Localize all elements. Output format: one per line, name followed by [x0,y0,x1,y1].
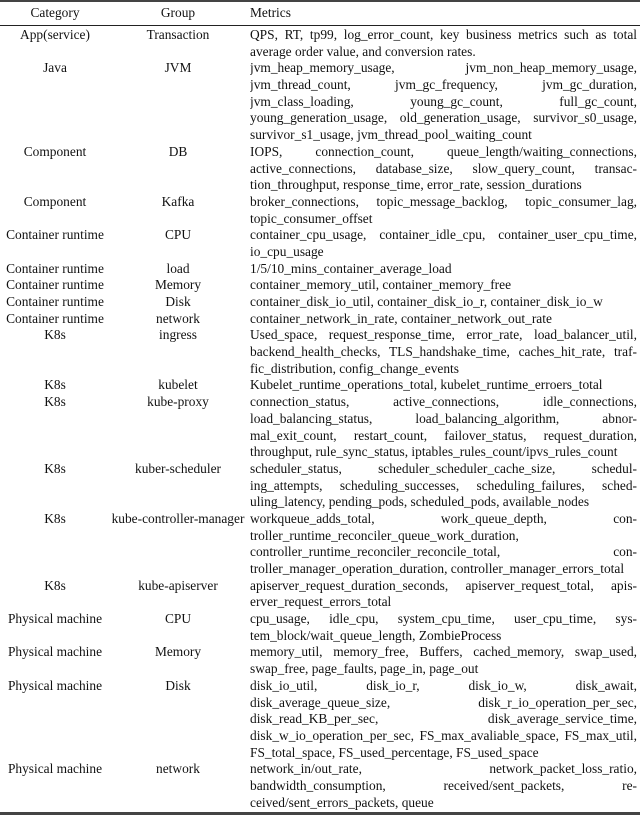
header-category: Category [30,5,80,20]
cell-group: ingress [159,327,197,343]
cell-metrics [250,261,637,278]
cell-group: Transaction [146,27,210,42]
metrics-line: container_disk_io_util, container_disk_io_r, container_disk_io_w [250,294,603,309]
table-row [0,60,640,143]
cell-metrics [250,227,637,260]
header-group: Group [160,5,196,20]
metrics-line: average order value, and conversion rates. [250,43,476,59]
metrics-line: swap_free, page_faults, page_in, page_out [250,661,479,677]
metrics-line: jvm_class_loading, young_gc_count, full_gc_count, [250,93,637,109]
metrics-line: disk_io_util, disk_io_r, disk_io_w, disk_await, [250,677,637,693]
metrics-line: throughput, rule_sync_status, iptables_rules_count/ipvs_rules_count [250,444,618,460]
metrics-line: broker_connections, topic_message_backlog, topic_consumer_lag, [250,193,637,209]
metrics-line: scheduler_status, scheduler_scheduler_cache_size, schedul- [250,460,637,476]
metrics-line: jvm_heap_memory_usage, jvm_non_heap_memory_usage, [250,60,637,76]
metrics-line: workqueue_adds_total, work_queue_depth, con- [250,510,637,526]
cell-category: Component [23,143,87,159]
metrics-line: Used_space, request_response_time, error_rate, load_balancer_util, [250,327,637,343]
metrics-line: topic_consumer_offset [250,210,373,226]
header-rule [0,25,640,26]
metrics-line: ing_attempts, scheduling_successes, scheduling_failures, sched- [250,477,637,493]
cell-metrics [250,461,637,511]
cell-category: Container runtime [6,277,104,293]
cell-group: network [156,310,200,326]
metrics-line: erver_request_errors_total [250,594,392,610]
cell-metrics [250,611,637,644]
table-row [0,678,640,761]
metrics-line: container_memory_util, container_memory_free [250,277,512,293]
cell-category: Physical machine [7,611,103,627]
cell-group: CPU [164,227,192,243]
table-row [0,294,640,311]
metrics-line: apiserver_request_duration_seconds, apiserver_request_total, apis- [250,577,637,593]
metrics-line: survivor_s1_usage, jvm_thread_pool_waiting_count [250,127,532,143]
cell-group: JVM [164,60,192,76]
table-row [0,227,640,260]
metrics-line: IOPS, connection_count, queue_length/waiting_connections, [250,143,637,159]
cell-category: K8s [44,510,66,526]
table-row [0,311,640,328]
metrics-line: disk_average_queue_size, disk_r_io_operation_per_sec, [250,694,637,710]
table-row [0,461,640,511]
cell-group: kube-apiserver [138,577,218,593]
metrics-line: disk_read_KB_per_sec, disk_average_service_time, [250,711,637,727]
metrics-line: young_generation_usage, old_generation_usage, survivor_s0_usage, [250,110,637,126]
metrics-line: ceived/sent_errors_packets, queue [250,794,434,810]
metrics-line: cpu_usage, idle_cpu, system_cpu_time, user_cpu_time, sys- [250,611,637,627]
table-row [0,261,640,278]
cell-category: Physical machine [7,761,103,777]
cell-group: Memory [154,644,202,660]
metrics-line: troller_manager_operation_duration, controller_manager_errors_total [250,561,625,576]
metrics-line: bandwidth_consumption, received/sent_packets, re- [250,777,637,793]
metrics-line: controller_runtime_reconciler_reconcile_total, con- [250,544,637,560]
metrics-line: jvm_thread_count, jvm_gc_frequency, jvm_gc_duration, [250,77,637,93]
cell-category: Physical machine [7,677,103,693]
table-row [0,578,640,611]
cell-metrics [250,311,637,328]
cell-metrics [250,377,637,394]
cell-metrics [250,277,637,294]
cell-metrics [250,144,637,194]
cell-category: K8s [44,577,66,593]
cell-group: Kafka [161,193,195,209]
metrics-line: io_cpu_usage [250,243,324,259]
table-row [0,277,640,294]
table-row [0,27,640,60]
table-row [0,194,640,227]
cell-metrics [250,578,637,611]
table-row [0,644,640,677]
top-rule [0,0,640,2]
metrics-line: container_cpu_usage, container_idle_cpu, container_user_cpu_time, [250,227,637,243]
metrics-line: connection_status, active_connections, idle_connections, [250,394,637,410]
cell-category: Component [23,193,87,209]
metrics-line: troller_runtime_reconciler_queue_work_duration, [250,527,519,543]
cell-category: Java [43,60,67,76]
cell-metrics [250,761,637,811]
table-row [0,761,640,811]
header-metrics: Metrics [250,5,291,20]
metrics-line: disk_w_io_operation_per_sec, FS_max_avaliable_space, FS_max_util, [250,727,637,743]
table-row [0,327,640,377]
metrics-line: memory_util, memory_free, Buffers, cached_memory, swap_used, [250,644,637,660]
table-row [0,144,640,194]
table-row [0,611,640,644]
metrics-line: load_balancing_status, load_balancing_algorithm, abnor- [250,410,637,426]
cell-metrics [250,394,637,461]
table-row [0,377,640,394]
metrics-line: Kubelet_runtime_operations_total, kubelet_runtime_erroers_total [250,377,603,393]
cell-category: Container runtime [6,294,104,309]
metrics-line: QPS, RT, tp99, log_error_count, key business metrics such as total [250,27,637,42]
metrics-line: uling_latency, pending_pods, scheduled_pods, available_nodes [250,494,590,510]
cell-metrics [250,511,637,578]
cell-group: load [166,260,190,276]
metrics-line: backend_health_checks, TLS_handshake_time, caches_hit_rate, traf- [250,344,637,360]
cell-category: K8s [44,460,66,476]
cell-category: Physical machine [7,644,103,660]
cell-group: network [156,761,200,777]
metrics-line: tem_block/wait_queue_length, ZombieProcess [250,627,502,643]
cell-metrics [250,294,637,311]
cell-category: K8s [44,377,66,393]
metrics-line: 1/5/10_mins_container_average_load [250,260,452,276]
cell-category: Container runtime [6,310,104,326]
table-body [0,27,640,811]
cell-metrics [250,60,637,143]
cell-metrics [250,194,637,227]
metrics-line: FS_total_space, FS_used_percentage, FS_used_space [250,744,539,760]
cell-category: App(service) [20,27,90,42]
cell-metrics [250,27,637,60]
cell-category: Container runtime [6,227,104,243]
metrics-line: tion_throughput, response_time, error_rate, session_durations [250,177,582,193]
cell-category: K8s [44,327,66,343]
cell-group: Memory [154,277,202,293]
cell-group: kubelet [158,377,198,393]
cell-group: kuber-scheduler [135,460,221,476]
cell-metrics [250,644,637,677]
cell-category: K8s [44,394,66,410]
metrics-line: mal_exit_count, restart_count, failover_status, request_duration, [250,427,637,443]
cell-group: Disk [165,677,191,693]
metrics-line: container_network_in_rate, container_network_out_rate [250,310,552,326]
table-header [0,4,640,22]
cell-group: kube-controller-manager [111,510,245,526]
metrics-line: fic_distribution, config_change_events [250,360,459,376]
metrics-line: active_connections, database_size, slow_query_count, transac- [250,160,637,176]
cell-group: DB [168,143,188,159]
table-row [0,511,640,578]
table-row [0,394,640,461]
cell-category: Container runtime [6,260,104,276]
metrics-line: network_in/out_rate, network_packet_loss_ratio, [250,761,637,777]
cell-group: CPU [164,611,192,627]
cell-group: kube-proxy [147,394,209,410]
cell-metrics [250,678,637,761]
cell-group: Disk [165,294,191,309]
cell-metrics [250,327,637,377]
